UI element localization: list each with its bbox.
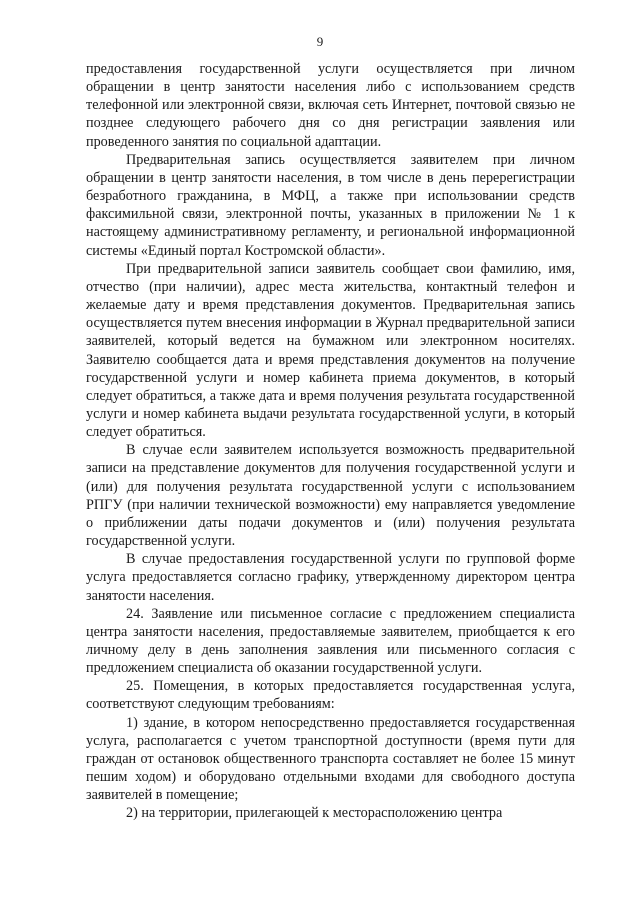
- paragraph-item-24: 24. Заявление или письменное согласие с предложением специалиста центра занятости населения, предоставляемые заявителем, приобщается к его личному делу в день заполнения заявления или письменного согласия с предложением специалиста об оказании государственной услуги.: [86, 605, 575, 677]
- paragraph-preliminary-registration: Предварительная запись осуществляется заявителем при личном обращении в центр занятости населения, в том числе в день перерегистрации безработного гражданина, в МФЦ, а также при использовании средств факсимильной связи, электронной почты, указанных в приложении № 1 к настоящему административному регламенту, и региональной информационной системы «Единый портал Костромской области».: [86, 151, 575, 259]
- paragraph-group-form: В случае предоставления государственной услуги по групповой форме услуга предоставляется согласно графику, утвержденному директором центра занятости населения.: [86, 551, 575, 604]
- paragraph-registration-details: При предварительной записи заявитель сообщает свои фамилию, имя, отчество (при наличии), адрес места жительства, контактный телефон и желаемые дату и время представления документов. Предварительная запись осуществляется путем внесения информации в Журнал предварительной записи заявителей, который ведется на бумажном или электронном носителях. Заявителю сообщается дата и время представления документов на получение государственной услуги и номер кабинета приема документов, в который следует обратиться, а также дата и время получения результата государственной услуги и номер кабинета выдачи результата государственной услуги, в который следует обратиться.: [86, 260, 575, 441]
- paragraph-rpgu-notification: В случае если заявителем используется возможность предварительной записи на представление документов для получения государственной услуги и (или) для получения результата государственной услуги с использованием РПГУ (при наличии технической возможности) ему направляется уведомление о приближении даты подачи документов и (или) получения результата государственной услуги.: [86, 442, 575, 550]
- document-body: [86, 60, 575, 823]
- paragraph-subitem-2: 2) на территории, прилегающей к месторасположению центра: [126, 805, 503, 822]
- paragraph-subitem-1: 1) здание, в котором непосредственно предоставляется государственная услуга, располагается с учетом транспортной доступности (время пути для граждан от остановок общественного транспорта составляет не более 15 минут пешим ходом) и оборудовано отдельными входами для свободного доступа заявителей в помещение;: [86, 714, 575, 804]
- page-number: 9: [316, 34, 324, 49]
- paragraph-continuation: предоставления государственной услуги осуществляется при личном обращении в центр занятости населения либо с использованием средств телефонной или электронной связи, включая сеть Интернет, почтовой связью не позднее следующего рабочего дня со дня регистрации заявления или проведенного занятия по социальной адаптации.: [86, 61, 575, 150]
- paragraph-item-25: 25. Помещения, в которых предоставляется государственная услуга, соответствуют следующим требованиям:: [86, 678, 575, 713]
